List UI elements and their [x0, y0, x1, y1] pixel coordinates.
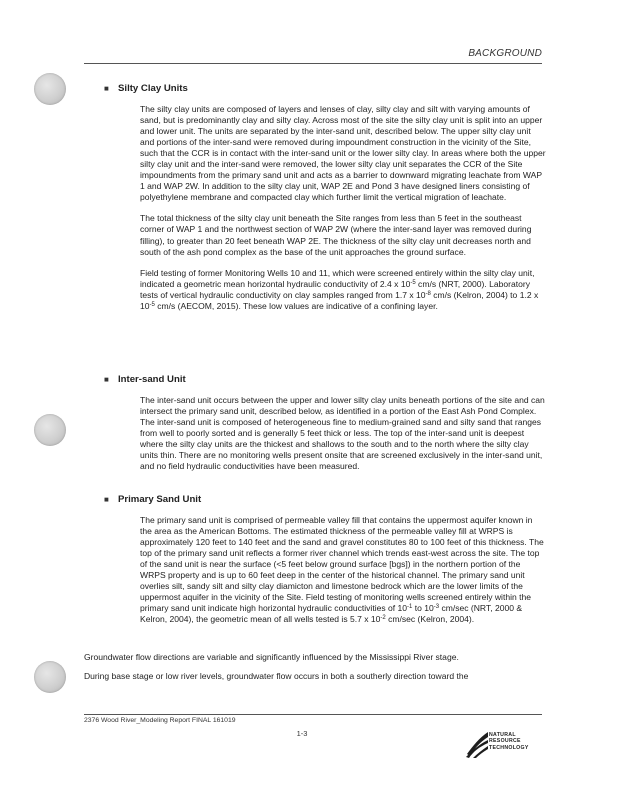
paragraph: The total thickness of the silty clay unit beneath the Site ranges from less than 5 feet in the southeast corner of WAP 1 and the northwest section of WAP 2W (where the inter-sand layer was removed during filling), to greater than 20 feet beneath WAP 2E. The thickness of the silty clay unit decreases north and south of the ash pond complex as the base of the unit approaches the ground surface. [140, 213, 532, 257]
section-silty-clay-units [104, 83, 546, 322]
section-heading [104, 494, 546, 505]
exponent: -8 [425, 290, 431, 297]
text-run: cm/s (AECOM, 2015). These low values are indicative of a confining layer. [154, 300, 438, 311]
company-logo [465, 730, 545, 760]
section-primary-sand-unit [104, 494, 546, 635]
text-run: to 10 [412, 603, 434, 614]
exponent: -5 [149, 301, 155, 308]
paragraph: The silty clay units are composed of layers and lenses of clay, silty clay and silt with varying amounts of sand, but is predominantly clay and silty clay. Across most of the site the silty clay unit is split into an upper and lower unit. The units are separated by the inter-sand unit, described below. The upper silty clay unit and portions of the inter-sand were removed during impoundment construction in the vicinity of the Site, such that the CCR is in contact with the inter-sand unit or the lower silty clay. In areas where both the upper silty clay unit and the inter-sand were removed, the lower silty clay unit separates the CCR of the Site impoundments from the primary sand unit and acts as a barrier to downward migrating leachate from WAP 1 and WAP 2W. In addition to the silty clay unit, WAP 2E and Pond 3 have designed liners consisting of polyethylene membrane and compacted clay which further limit the vertical migration of leachate. [140, 104, 546, 203]
logo-swoosh-icon [465, 730, 489, 758]
text-run: cm/sec (NRT, 2000 & Kelron, 2004), the geometric mean of all wells tested is 5.7 x 10 [140, 603, 523, 625]
running-header: BACKGROUND [468, 48, 542, 59]
page-number: 1-3 [296, 729, 308, 738]
paragraph-base-stage: During base stage or low river levels, groundwater flow occurs in both a southerly direction toward the [84, 671, 469, 681]
section-title: Primary Sand Unit [118, 494, 202, 505]
paragraph-groundwater-flow: Groundwater flow directions are variable and significantly influenced by the Mississippi River stage. [84, 652, 459, 662]
exponent: -5 [410, 279, 416, 286]
text-run: cm/s (Kelron, 2004) to 1.2 x 10 [140, 289, 539, 311]
logo-line: TECHNOLOGY [489, 744, 529, 751]
exponent: -2 [380, 615, 386, 622]
logo-wordmark [489, 732, 529, 751]
section-heading [104, 374, 546, 385]
section-title: Silty Clay Units [118, 83, 188, 94]
square-bullet-icon: ■ [104, 495, 109, 504]
section-heading [104, 83, 546, 94]
header-rule [84, 63, 542, 64]
exponent: -3 [433, 604, 440, 611]
document-name: 2376 Wood River_Modeling Report FINAL 161019 [84, 717, 236, 724]
text-run: cm/s (NRT, 2000). Laboratory tests of vertical hydraulic conductivity on clay samples ranged from 1.7 x 10 [140, 278, 530, 300]
square-bullet-icon: ■ [104, 375, 109, 384]
logo-line: NATURAL [489, 732, 516, 738]
section-title: Inter-sand Unit [118, 374, 186, 385]
text-run: Field testing of former Monitoring Wells 10 and 11, which were screened entirely within the silty clay unit, indicated a geometric mean horizontal hydraulic conductivity of 2.4 x 10 [140, 267, 535, 289]
exponent: -1 [407, 604, 413, 611]
text-run: cm/sec (Kelron, 2004). [385, 614, 475, 625]
binder-hole-top [34, 73, 66, 105]
paragraph-primary-sand [140, 515, 546, 625]
text-run: The primary sand unit is comprised of permeable valley fill that contains the uppermost aquifer known in the area as the American Bottoms. The estimated thickness of the permeable valley fill at WRPS is approximately 120 feet to 140 feet and the sand and gravel constitutes 80 to 100 feet of this thickness. The top of the primary sand unit reflects a former river channel which trends east-west across the site. The top of the sand unit is near the surface (<5 feet below ground surface [bgs]) in the northern portion of the WRPS property and is up to 60 feet deep in the center of the historical channel. The primary sand unit overlies silt, sandy silt and silty clay diamicton and limestone bedrock which are the lower limits of the uppermost aquifer in the vicinity of the Site. Field testing of monitoring wells screened entirely within the primary sand unit indicate high horizontal hydraulic conductivities of 10 [140, 515, 544, 614]
paragraph-hydraulic-conductivity [140, 268, 546, 312]
logo-line: RESOURCE [489, 738, 521, 745]
binder-hole-middle [34, 414, 66, 446]
section-inter-sand-unit [104, 374, 546, 482]
paragraph: The inter-sand unit occurs between the upper and lower silty clay units beneath portions of the site and can intersect the primary sand unit, described below, as identified in a portion of the East Ash Pond Complex. The inter-sand unit is composed of heterogeneous fine to medium-grained sand and silty sand that ranges from well to poorly sorted and is generally 5 feet thick or less. The top of the inter-sand unit is deepest where the silty clay units are the thickest and shallows to the south and to the north where the silty clay units thin. There are no monitoring wells present onsite that are screened exclusively in the inter-sand unit, and no field hydraulic conductivities have been measured. [140, 395, 545, 472]
binder-hole-bottom [34, 661, 66, 693]
footer-rule [84, 714, 542, 715]
square-bullet-icon: ■ [104, 84, 109, 93]
